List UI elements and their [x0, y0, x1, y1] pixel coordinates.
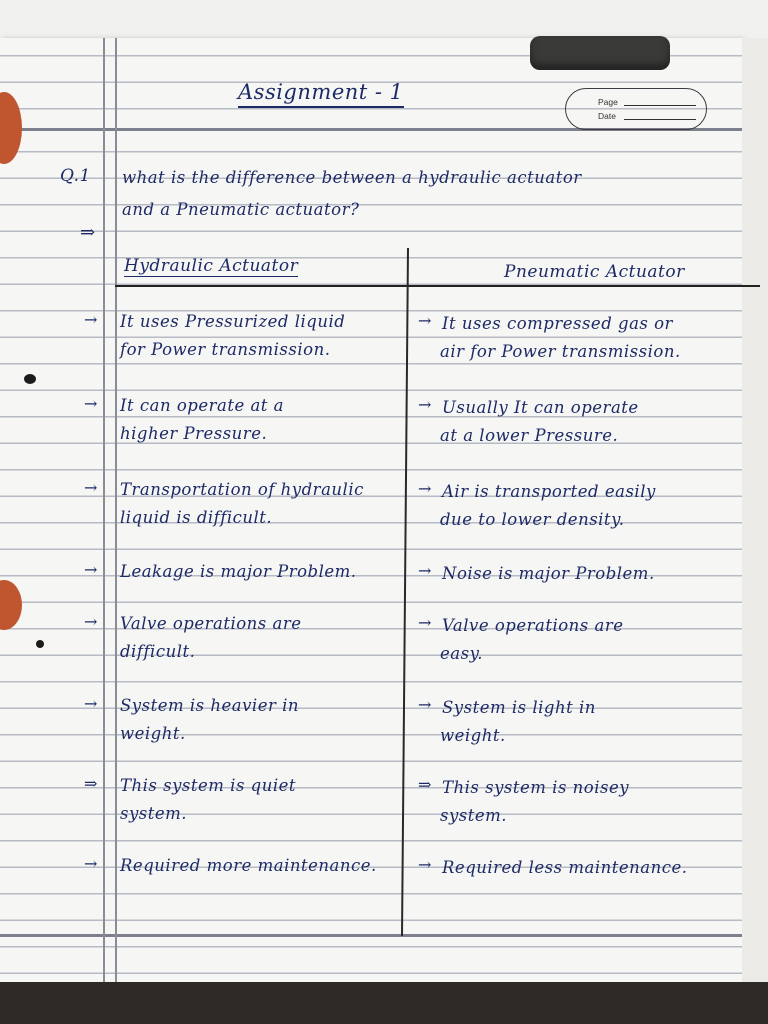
paperweight-stone	[530, 36, 670, 70]
header-hydraulic: Hydraulic Actuator	[124, 256, 299, 276]
hydraulic-point-text: weight.	[120, 724, 186, 743]
question-line-1: what is the difference between a hydraulic actuator	[122, 168, 582, 187]
hydraulic-bullet-arrow: →	[84, 394, 98, 413]
hydraulic-point-text: It uses Pressurized liquid	[120, 312, 346, 331]
pneumatic-bullet-arrow: →	[418, 561, 432, 580]
page-blank	[624, 105, 696, 106]
pneumatic-bullet-arrow: →	[418, 479, 432, 498]
pneumatic-point-text: This system is noisey	[442, 778, 630, 797]
photo-background-bottom	[0, 982, 768, 1024]
date-label: Date	[598, 111, 616, 121]
hydraulic-point-text: This system is quiet	[120, 776, 297, 795]
pneumatic-point-text: Usually It can operate	[442, 398, 639, 417]
hydraulic-point-text: System is heavier in	[120, 696, 299, 715]
hydraulic-bullet-arrow: →	[84, 478, 98, 497]
table-header-rule	[115, 285, 760, 287]
hydraulic-point-text: for Power transmission.	[120, 340, 331, 359]
binder-hole	[36, 640, 44, 648]
pneumatic-bullet-arrow: →	[418, 613, 432, 632]
pneumatic-point-text: due to lower density.	[440, 510, 625, 529]
pneumatic-bullet-arrow: →	[418, 395, 432, 414]
hydraulic-bullet-arrow: →	[84, 612, 98, 631]
question-line-2: and a Pneumatic actuator?	[122, 200, 360, 219]
hydraulic-point-text: Transportation of hydraulic	[120, 480, 364, 499]
hydraulic-bullet-arrow: →	[84, 854, 98, 873]
page-label: Page	[598, 97, 618, 107]
hydraulic-point-text: Required more maintenance.	[120, 856, 377, 875]
hydraulic-point-text: Valve operations are	[120, 614, 302, 633]
pneumatic-point-text: System is light in	[442, 698, 596, 717]
hydraulic-bullet-arrow: →	[84, 310, 98, 329]
pneumatic-point-text: Valve operations are	[442, 616, 624, 635]
hydraulic-point-text: Leakage is major Problem.	[120, 562, 357, 581]
pneumatic-bullet-arrow: →	[418, 311, 432, 330]
page-date-box	[565, 88, 707, 130]
hydraulic-bullet-arrow: ⇒	[84, 774, 98, 793]
pneumatic-bullet-arrow: ⇒	[418, 775, 432, 794]
hydraulic-point-text: It can operate at a	[120, 396, 285, 415]
binder-hole	[24, 374, 36, 384]
pneumatic-point-text: system.	[440, 806, 508, 825]
margin-line-inner	[115, 38, 117, 982]
hydraulic-bullet-arrow: →	[84, 694, 98, 713]
margin-line-outer	[103, 38, 105, 982]
hydraulic-point-text: difficult.	[120, 642, 196, 661]
header-pneumatic: Pneumatic Actuator	[504, 262, 685, 282]
pneumatic-point-text: weight.	[440, 726, 506, 745]
pneumatic-point-text: easy.	[440, 644, 483, 663]
pneumatic-point-text: air for Power transmission.	[440, 342, 681, 361]
answer-arrow: ⇒	[80, 222, 96, 243]
page-title: Assignment - 1	[238, 80, 404, 108]
pneumatic-bullet-arrow: →	[418, 695, 432, 714]
pneumatic-point-text: Noise is major Problem.	[442, 564, 655, 583]
hydraulic-bullet-arrow: →	[84, 560, 98, 579]
date-blank	[624, 119, 696, 120]
pneumatic-point-text: at a lower Pressure.	[440, 426, 619, 445]
pneumatic-point-text: It uses compressed gas or	[442, 314, 673, 333]
question-number: Q.1	[60, 166, 91, 186]
hydraulic-point-text: higher Pressure.	[120, 424, 268, 443]
hydraulic-point-text: liquid is difficult.	[120, 508, 273, 527]
footer-rule	[0, 934, 742, 937]
pneumatic-point-text: Air is transported easily	[442, 482, 656, 501]
pneumatic-point-text: Required less maintenance.	[442, 858, 688, 877]
page-edge	[742, 38, 768, 982]
pneumatic-bullet-arrow: →	[418, 855, 432, 874]
hydraulic-point-text: system.	[120, 804, 188, 823]
